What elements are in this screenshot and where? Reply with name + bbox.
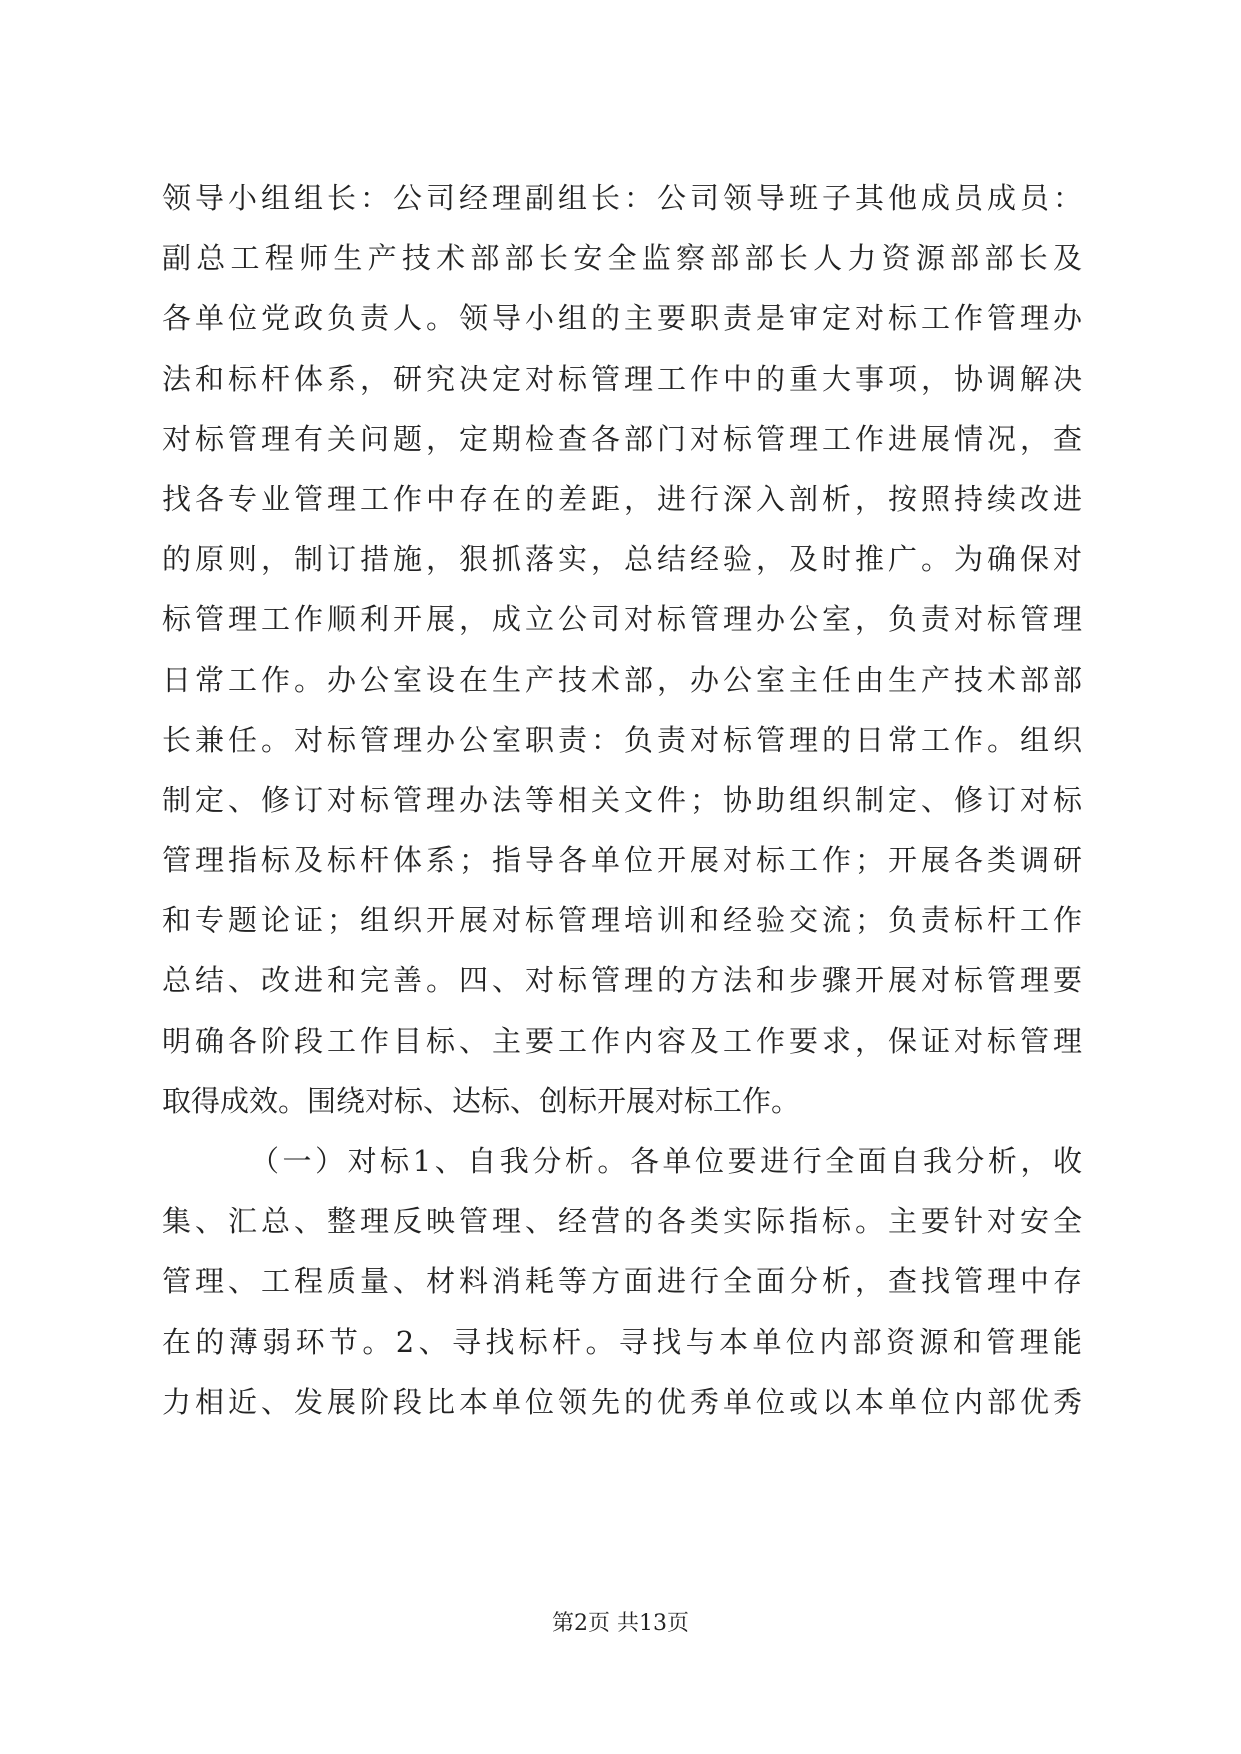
text-line: （一）对标1、自我分析。各单位要进行全面自我分析，收 (250, 1144, 1082, 1178)
text-line: 长兼任。对标管理办公室职责：负责对标管理的日常工作。组织 (162, 722, 1082, 757)
text-line: 管理指标及标杆体系；指导各单位开展对标工作；开展各类调研 (162, 843, 1082, 878)
text-line: 力相近、发展阶段比本单位领先的优秀单位或以本单位内部优秀 (162, 1384, 1082, 1419)
paragraph-2 (162, 1131, 1082, 1432)
text-line: 在的薄弱环节。2、寻找标杆。寻找与本单位内部资源和管理能 (162, 1324, 1082, 1359)
text-line: 取得成效。围绕对标、达标、创标开展对标工作。 (162, 1083, 801, 1118)
document-body (162, 168, 1082, 1432)
text-line: 标管理工作顺利开展，成立公司对标管理办公室，负责对标管理 (162, 602, 1082, 637)
text-line: 法和标杆体系，研究决定对标管理工作中的重大事项，协调解决 (162, 361, 1082, 396)
paragraph-1 (162, 168, 1082, 1131)
text-line: 集、汇总、整理反映管理、经营的各类实际指标。主要针对安全 (162, 1204, 1082, 1239)
text-line: 各单位党政负责人。领导小组的主要职责是审定对标工作管理办 (162, 301, 1082, 336)
text-line: 领导小组组长：公司经理副组长：公司领导班子其他成员成员： (162, 181, 1082, 215)
text-line: 对标管理有关问题，定期检查各部门对标管理工作进展情况，查 (162, 421, 1082, 456)
page-number-footer: 第2页 共13页 (552, 1611, 689, 1636)
text-line: 的原则，制订措施，狠抓落实，总结经验，及时推广。为确保对 (162, 542, 1082, 577)
text-line: 制定、修订对标管理办法等相关文件；协助组织制定、修订对标 (162, 782, 1082, 817)
text-line: 日常工作。办公室设在生产技术部，办公室主任由生产技术部部 (162, 662, 1082, 697)
text-line: 总结、改进和完善。四、对标管理的方法和步骤开展对标管理要 (162, 963, 1082, 998)
text-line: 明确各阶段工作目标、主要工作内容及工作要求，保证对标管理 (162, 1023, 1082, 1058)
text-line: 找各专业管理工作中存在的差距，进行深入剖析，按照持续改进 (162, 481, 1082, 516)
text-line: 副总工程师生产技术部部长安全监察部部长人力资源部部长及 (162, 241, 1082, 276)
text-line: 管理、工程质量、材料消耗等方面进行全面分析，查找管理中存 (162, 1264, 1082, 1299)
text-line: 和专题论证；组织开展对标管理培训和经验交流；负责标杆工作 (162, 903, 1082, 938)
